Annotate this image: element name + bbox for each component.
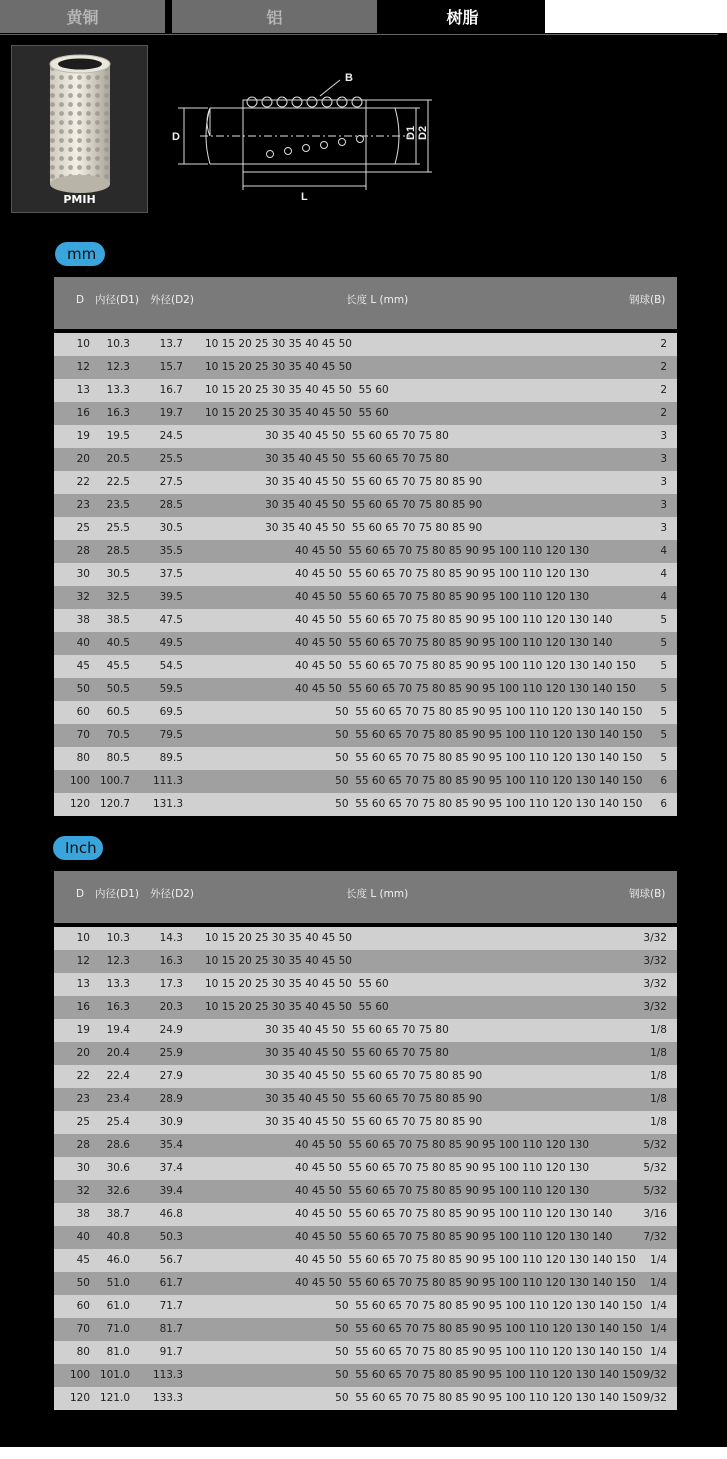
col-d1: 内径(D1) [95, 888, 139, 900]
tab-brass[interactable]: 黄铜 [0, 0, 165, 33]
cell-lengths: 30 35 40 45 50 55 60 65 70 75 80 85 90 [205, 1070, 483, 1082]
cell-d1: 51.0 [106, 1277, 130, 1289]
cell-d2: 71.7 [159, 1300, 183, 1312]
cell-d1: 38.7 [106, 1208, 130, 1220]
cell-lengths: 50 55 60 65 70 75 80 85 90 95 100 110 120 130 140 150 [205, 1323, 643, 1335]
cell-d: 50 [76, 1277, 90, 1289]
table-row [54, 747, 677, 770]
cell-ball: 9/32 [643, 1392, 667, 1404]
cell-d2: 16.3 [159, 955, 183, 967]
table-row [54, 1226, 677, 1249]
cell-d1: 20.5 [106, 453, 130, 465]
cell-d: 19 [76, 430, 90, 442]
cell-d: 38 [76, 1208, 90, 1220]
material-tabs [0, 0, 727, 36]
cell-lengths: 40 45 50 55 60 65 70 75 80 85 90 95 100 110 120 130 140 150 [205, 1254, 636, 1266]
cell-lengths: 40 45 50 55 60 65 70 75 80 85 90 95 100 110 120 130 140 [205, 637, 613, 649]
cell-d: 45 [76, 1254, 90, 1266]
cell-d2: 35.4 [159, 1139, 183, 1151]
cell-lengths: 30 35 40 45 50 55 60 65 70 75 80 [205, 453, 449, 465]
cell-d1: 32.6 [106, 1185, 130, 1197]
cell-d: 25 [76, 1116, 90, 1128]
cell-ball: 3 [660, 522, 667, 534]
cell-d2: 133.3 [152, 1392, 183, 1404]
cell-d1: 38.5 [106, 614, 130, 626]
cell-d: 22 [76, 476, 90, 488]
cell-d: 23 [76, 499, 90, 511]
table-row [54, 586, 677, 609]
cell-d1: 40.8 [106, 1231, 130, 1243]
inch-spec-table [54, 871, 677, 1409]
cell-d2: 15.7 [159, 361, 183, 373]
cell-d1: 60.5 [106, 706, 130, 718]
cell-d: 80 [76, 1346, 90, 1358]
cell-lengths: 30 35 40 45 50 55 60 65 70 75 80 [205, 1047, 449, 1059]
table-row [54, 950, 677, 973]
cell-d: 12 [76, 955, 90, 967]
cell-d2: 47.5 [159, 614, 183, 626]
cell-ball: 6 [660, 798, 667, 810]
table-row [54, 1111, 677, 1134]
cell-d2: 59.5 [159, 683, 183, 695]
cell-ball: 5 [660, 660, 667, 672]
cell-d1: 13.3 [106, 384, 130, 396]
table-row [54, 333, 677, 356]
cell-d2: 39.4 [159, 1185, 183, 1197]
table-row [54, 1019, 677, 1042]
table-row [54, 494, 677, 517]
cell-lengths: 40 45 50 55 60 65 70 75 80 85 90 95 100 110 120 130 [205, 1162, 590, 1174]
cell-d1: 121.0 [99, 1392, 130, 1404]
cell-d: 32 [76, 591, 90, 603]
table-row [54, 379, 677, 402]
cell-d2: 24.9 [159, 1024, 183, 1036]
cell-lengths: 50 55 60 65 70 75 80 85 90 95 100 110 120 130 140 150 [205, 1300, 643, 1312]
cell-ball: 1/4 [650, 1254, 667, 1266]
cell-d: 13 [76, 384, 90, 396]
cell-d: 20 [76, 1047, 90, 1059]
cell-lengths: 10 15 20 25 30 35 40 45 50 55 60 [205, 384, 389, 396]
cell-d1: 10.3 [106, 338, 130, 350]
page-footer [0, 1447, 727, 1459]
cell-ball: 4 [660, 568, 667, 580]
cell-lengths: 10 15 20 25 30 35 40 45 50 [205, 932, 352, 944]
cell-lengths: 40 45 50 55 60 65 70 75 80 85 90 95 100 110 120 130 [205, 591, 590, 603]
cell-ball: 9/32 [643, 1369, 667, 1381]
cell-lengths: 40 45 50 55 60 65 70 75 80 85 90 95 100 110 120 130 140 150 [205, 1277, 636, 1289]
cell-lengths: 50 55 60 65 70 75 80 85 90 95 100 110 120 130 140 150 [205, 1346, 643, 1358]
cell-lengths: 40 45 50 55 60 65 70 75 80 85 90 95 100 110 120 130 140 [205, 1208, 613, 1220]
cell-d2: 89.5 [159, 752, 183, 764]
cell-ball: 5/32 [643, 1139, 667, 1151]
cell-d: 12 [76, 361, 90, 373]
cell-ball: 3 [660, 430, 667, 442]
cell-d2: 69.5 [159, 706, 183, 718]
tab-blank [545, 0, 727, 33]
cell-ball: 1/4 [650, 1300, 667, 1312]
cell-lengths: 50 55 60 65 70 75 80 85 90 95 100 110 120 130 140 150 [205, 775, 643, 787]
cell-d1: 23.5 [106, 499, 130, 511]
cell-lengths: 10 15 20 25 30 35 40 45 50 [205, 955, 352, 967]
cell-lengths: 50 55 60 65 70 75 80 85 90 95 100 110 120 130 140 150 [205, 706, 643, 718]
cell-d2: 13.7 [159, 338, 183, 350]
cell-ball: 1/4 [650, 1277, 667, 1289]
table-row [54, 1249, 677, 1272]
cell-d: 32 [76, 1185, 90, 1197]
cell-d: 25 [76, 522, 90, 534]
cell-d1: 70.5 [106, 729, 130, 741]
col-d: D [76, 294, 85, 306]
cell-lengths: 40 45 50 55 60 65 70 75 80 85 90 95 100 110 120 130 [205, 545, 590, 557]
cell-lengths: 30 35 40 45 50 55 60 65 70 75 80 85 90 [205, 1116, 483, 1128]
cell-d: 40 [76, 1231, 90, 1243]
cell-d2: 79.5 [159, 729, 183, 741]
table-row [54, 655, 677, 678]
unit-badge-mm: mm [55, 242, 105, 266]
cell-d2: 28.9 [159, 1093, 183, 1105]
cell-lengths: 40 45 50 55 60 65 70 75 80 85 90 95 100 110 120 130 [205, 1139, 590, 1151]
cell-lengths: 10 15 20 25 30 35 40 45 50 [205, 338, 352, 350]
cell-d1: 50.5 [106, 683, 130, 695]
cell-d1: 32.5 [106, 591, 130, 603]
table-row [54, 996, 677, 1019]
cell-d1: 71.0 [106, 1323, 130, 1335]
table-row [54, 1318, 677, 1341]
cell-d2: 16.7 [159, 384, 183, 396]
cell-d1: 16.3 [106, 407, 130, 419]
table-row [54, 632, 677, 655]
col-length: 长度 L (mm) [346, 888, 409, 900]
cell-d: 30 [76, 1162, 90, 1174]
cell-ball: 4 [660, 545, 667, 557]
cell-d: 16 [76, 1001, 90, 1013]
cell-ball: 1/8 [650, 1024, 667, 1036]
table-row [54, 448, 677, 471]
cell-d: 30 [76, 568, 90, 580]
cell-ball: 5/32 [643, 1162, 667, 1174]
table-row [54, 793, 677, 816]
cell-d2: 27.9 [159, 1070, 183, 1082]
cell-d: 70 [76, 729, 90, 741]
cell-d1: 101.0 [99, 1369, 130, 1381]
cell-ball: 7/32 [643, 1231, 667, 1243]
cell-lengths: 30 35 40 45 50 55 60 65 70 75 80 85 90 [205, 476, 483, 488]
cell-d1: 46.0 [106, 1254, 130, 1266]
cell-ball: 3/32 [643, 1001, 667, 1013]
cell-d2: 54.5 [159, 660, 183, 672]
cell-d: 28 [76, 545, 90, 557]
cell-d2: 19.7 [159, 407, 183, 419]
cell-d: 60 [76, 706, 90, 718]
cell-ball: 3 [660, 453, 667, 465]
label-b: B [345, 72, 353, 84]
dimension-diagram [170, 66, 440, 206]
cell-ball: 1/8 [650, 1047, 667, 1059]
cell-d: 50 [76, 683, 90, 695]
cell-d2: 81.7 [159, 1323, 183, 1335]
tab-aluminum[interactable]: 铝 [172, 0, 377, 33]
cell-d: 19 [76, 1024, 90, 1036]
cell-ball: 2 [660, 361, 667, 373]
cell-d: 22 [76, 1070, 90, 1082]
cell-d: 120 [69, 1392, 90, 1404]
table-row [54, 1203, 677, 1226]
cell-d1: 80.5 [106, 752, 130, 764]
cell-lengths: 40 45 50 55 60 65 70 75 80 85 90 95 100 110 120 130 140 150 [205, 660, 636, 672]
cell-ball: 2 [660, 338, 667, 350]
cell-ball: 5 [660, 706, 667, 718]
cell-ball: 5 [660, 683, 667, 695]
col-ball: 钢球(B) [629, 888, 666, 900]
table-row [54, 1088, 677, 1111]
table-row [54, 1387, 677, 1410]
cell-ball: 2 [660, 384, 667, 396]
cell-d1: 30.6 [106, 1162, 130, 1174]
cell-ball: 3/32 [643, 978, 667, 990]
col-d2: 外径(D2) [150, 294, 194, 306]
table-row [54, 1295, 677, 1318]
table-header [54, 871, 677, 923]
cell-ball: 4 [660, 591, 667, 603]
cell-d1: 30.5 [106, 568, 130, 580]
cell-ball: 2 [660, 407, 667, 419]
table-row [54, 402, 677, 425]
cell-ball: 3/16 [643, 1208, 667, 1220]
cell-d1: 25.4 [106, 1116, 130, 1128]
cell-lengths: 10 15 20 25 30 35 40 45 50 [205, 361, 352, 373]
cell-d: 10 [76, 932, 90, 944]
cell-ball: 5/32 [643, 1185, 667, 1197]
table-row [54, 517, 677, 540]
product-photo [11, 45, 148, 213]
table-body [54, 927, 677, 1410]
table-row [54, 356, 677, 379]
cell-d1: 28.5 [106, 545, 130, 557]
unit-badge-inch: Inch [53, 836, 103, 860]
cell-lengths: 50 55 60 65 70 75 80 85 90 95 100 110 120 130 140 150 [205, 729, 643, 741]
cell-lengths: 30 35 40 45 50 55 60 65 70 75 80 [205, 1024, 449, 1036]
mm-spec-table [54, 277, 677, 815]
cell-d2: 37.5 [159, 568, 183, 580]
col-ball: 钢球(B) [629, 294, 666, 306]
ball-cage-image [12, 46, 147, 212]
cell-ball: 3/32 [643, 932, 667, 944]
cell-d2: 30.5 [159, 522, 183, 534]
table-row [54, 1065, 677, 1088]
table-row [54, 724, 677, 747]
cell-d1: 23.4 [106, 1093, 130, 1105]
cell-d2: 39.5 [159, 591, 183, 603]
table-row [54, 425, 677, 448]
cell-d: 45 [76, 660, 90, 672]
cell-d: 40 [76, 637, 90, 649]
cell-d: 28 [76, 1139, 90, 1151]
cell-d1: 19.5 [106, 430, 130, 442]
cell-ball: 5 [660, 637, 667, 649]
table-row [54, 540, 677, 563]
table-row [54, 701, 677, 724]
table-row [54, 1042, 677, 1065]
cell-ball: 1/8 [650, 1070, 667, 1082]
cell-d1: 40.5 [106, 637, 130, 649]
cell-d2: 25.5 [159, 453, 183, 465]
cell-lengths: 50 55 60 65 70 75 80 85 90 95 100 110 120 130 140 150 [205, 1392, 643, 1404]
cell-d1: 120.7 [99, 798, 130, 810]
cell-d2: 14.3 [159, 932, 183, 944]
cell-d1: 61.0 [106, 1300, 130, 1312]
cell-d1: 45.5 [106, 660, 130, 672]
cell-ball: 6 [660, 775, 667, 787]
cell-d: 120 [69, 798, 90, 810]
cell-d: 20 [76, 453, 90, 465]
cell-d: 10 [76, 338, 90, 350]
cell-d2: 25.9 [159, 1047, 183, 1059]
cell-d1: 25.5 [106, 522, 130, 534]
cell-d: 16 [76, 407, 90, 419]
table-row [54, 927, 677, 950]
cell-d2: 37.4 [159, 1162, 183, 1174]
cell-lengths: 10 15 20 25 30 35 40 45 50 55 60 [205, 407, 389, 419]
cell-lengths: 50 55 60 65 70 75 80 85 90 95 100 110 120 130 140 150 [205, 752, 643, 764]
cell-d2: 50.3 [159, 1231, 183, 1243]
cell-d: 23 [76, 1093, 90, 1105]
cell-d2: 61.7 [159, 1277, 183, 1289]
col-d1: 内径(D1) [95, 294, 139, 306]
col-length: 长度 L (mm) [346, 294, 409, 306]
cell-lengths: 40 45 50 55 60 65 70 75 80 85 90 95 100 110 120 130 140 [205, 614, 613, 626]
table-body [54, 333, 677, 816]
cell-d2: 91.7 [159, 1346, 183, 1358]
cell-d2: 46.8 [159, 1208, 183, 1220]
cell-d1: 12.3 [106, 361, 130, 373]
cell-lengths: 30 35 40 45 50 55 60 65 70 75 80 85 90 [205, 1093, 483, 1105]
cell-d1: 22.4 [106, 1070, 130, 1082]
cell-ball: 3/32 [643, 955, 667, 967]
cell-d2: 113.3 [152, 1369, 183, 1381]
cell-d2: 131.3 [152, 798, 183, 810]
cell-d: 13 [76, 978, 90, 990]
cell-lengths: 40 45 50 55 60 65 70 75 80 85 90 95 100 110 120 130 140 [205, 1231, 613, 1243]
cell-d2: 28.5 [159, 499, 183, 511]
label-d2: D2 [417, 125, 429, 140]
cell-ball: 5 [660, 614, 667, 626]
cell-d2: 27.5 [159, 476, 183, 488]
cell-ball: 5 [660, 752, 667, 764]
cell-d: 100 [69, 1369, 90, 1381]
cell-ball: 1/8 [650, 1093, 667, 1105]
tab-divider [0, 34, 718, 35]
cell-d2: 35.5 [159, 545, 183, 557]
label-d: D [172, 131, 180, 143]
cell-lengths: 40 45 50 55 60 65 70 75 80 85 90 95 100 110 120 130 [205, 568, 590, 580]
table-row [54, 1341, 677, 1364]
cell-lengths: 50 55 60 65 70 75 80 85 90 95 100 110 120 130 140 150 [205, 798, 643, 810]
table-row [54, 1364, 677, 1387]
table-header [54, 277, 677, 329]
col-d2: 外径(D2) [150, 888, 194, 900]
table-row [54, 609, 677, 632]
cell-ball: 3 [660, 476, 667, 488]
cell-lengths: 50 55 60 65 70 75 80 85 90 95 100 110 120 130 140 150 [205, 1369, 643, 1381]
cell-d: 70 [76, 1323, 90, 1335]
cell-d1: 100.7 [99, 775, 130, 787]
label-l: L [301, 191, 308, 203]
cell-d1: 12.3 [106, 955, 130, 967]
cell-lengths: 30 35 40 45 50 55 60 65 70 75 80 85 90 [205, 522, 483, 534]
cell-ball: 1/4 [650, 1323, 667, 1335]
table-row [54, 1180, 677, 1203]
cell-lengths: 40 45 50 55 60 65 70 75 80 85 90 95 100 110 120 130 [205, 1185, 590, 1197]
tab-resin[interactable]: 树脂 [383, 0, 542, 33]
cell-d1: 10.3 [106, 932, 130, 944]
col-d: D [76, 888, 85, 900]
cell-lengths: 10 15 20 25 30 35 40 45 50 55 60 [205, 978, 389, 990]
table-row [54, 1272, 677, 1295]
table-row [54, 1157, 677, 1180]
table-row [54, 1134, 677, 1157]
cell-ball: 1/4 [650, 1346, 667, 1358]
table-row [54, 471, 677, 494]
label-d1: D1 [405, 125, 417, 140]
cell-d1: 28.6 [106, 1139, 130, 1151]
table-row [54, 770, 677, 793]
cell-d1: 16.3 [106, 1001, 130, 1013]
cell-ball: 5 [660, 729, 667, 741]
cell-d2: 17.3 [159, 978, 183, 990]
cell-d: 80 [76, 752, 90, 764]
cell-ball: 3 [660, 499, 667, 511]
cell-d2: 111.3 [152, 775, 183, 787]
cell-d: 100 [69, 775, 90, 787]
cell-d: 38 [76, 614, 90, 626]
cell-d2: 20.3 [159, 1001, 183, 1013]
cell-lengths: 40 45 50 55 60 65 70 75 80 85 90 95 100 110 120 130 140 150 [205, 683, 636, 695]
cell-d2: 49.5 [159, 637, 183, 649]
cell-d2: 56.7 [159, 1254, 183, 1266]
cell-d1: 13.3 [106, 978, 130, 990]
cell-lengths: 30 35 40 45 50 55 60 65 70 75 80 85 90 [205, 499, 483, 511]
table-row [54, 973, 677, 996]
cell-d2: 24.5 [159, 430, 183, 442]
cell-d2: 30.9 [159, 1116, 183, 1128]
cell-d1: 81.0 [106, 1346, 130, 1358]
cell-d1: 20.4 [106, 1047, 130, 1059]
cell-d1: 22.5 [106, 476, 130, 488]
table-row [54, 563, 677, 586]
cell-lengths: 10 15 20 25 30 35 40 45 50 55 60 [205, 1001, 389, 1013]
cell-lengths: 30 35 40 45 50 55 60 65 70 75 80 [205, 430, 449, 442]
cell-d: 60 [76, 1300, 90, 1312]
cell-d1: 19.4 [106, 1024, 130, 1036]
cell-ball: 1/8 [650, 1116, 667, 1128]
product-label: PMIH [63, 193, 96, 206]
table-row [54, 678, 677, 701]
